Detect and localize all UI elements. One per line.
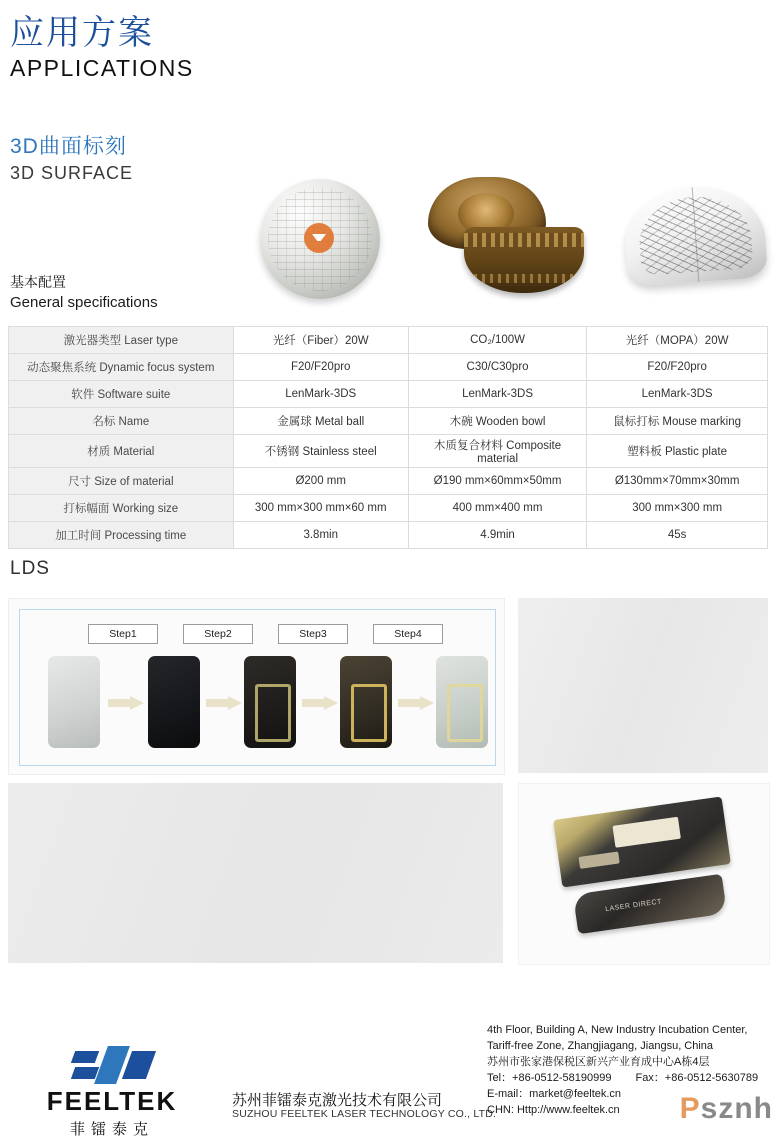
table-row [9, 381, 768, 408]
phone-stage-4 [340, 656, 392, 748]
cell-col1: F20/F20pro [233, 354, 408, 381]
row-header: 激光器类型 Laser type [9, 327, 234, 354]
company-name-en: SUZHOU FEELTEK LASER TECHNOLOGY CO., LTD. [232, 1108, 497, 1120]
table-row [9, 408, 768, 435]
metal-ball-photo [260, 179, 380, 299]
antenna-part-secondary [573, 874, 727, 934]
bowl-base [464, 227, 584, 293]
cell-col2: 4.9min [408, 522, 586, 549]
antenna-trace [447, 684, 483, 742]
watermark-initial: P [679, 1092, 701, 1125]
antenna-part-main [553, 797, 731, 888]
cell-col1: 3.8min [233, 522, 408, 549]
logo-shape-1 [71, 1051, 99, 1063]
page-title-en: APPLICATIONS [10, 55, 194, 82]
table-row [9, 468, 768, 495]
cell-col1: 光纤（Fiber）20W [233, 327, 408, 354]
section-title [10, 130, 133, 184]
antenna-cutout [612, 817, 680, 848]
cell-col3: 塑料板 Plastic plate [587, 435, 768, 468]
website[interactable]: CHN: Http://www.feeltek.cn [487, 1104, 620, 1116]
lds-section-title: LDS [10, 558, 50, 579]
cell-col2: C30/C30pro [408, 354, 586, 381]
cell-col2: 木碗 Wooden bowl [408, 408, 586, 435]
logo-wordmark-cn: 菲镭泰克 [69, 1121, 154, 1138]
step-label-3: Step3 [278, 624, 348, 644]
section-title-cn: 3D曲面标刻 [10, 135, 127, 158]
table-row [9, 522, 768, 549]
cell-col3: Ø130mm×70mm×30mm [587, 468, 768, 495]
ball-logo-icon [304, 223, 334, 253]
row-header: 材质 Material [9, 435, 234, 468]
cell-col3: 45s [587, 522, 768, 549]
table-row [9, 495, 768, 522]
cell-col3: LenMark-3DS [587, 381, 768, 408]
cell-col2: CO₂/100W [408, 327, 586, 354]
cell-col2: 木质复合材料 Composite material [408, 435, 586, 468]
phone-stage-5 [436, 656, 488, 748]
cell-col3: 300 mm×300 mm [587, 495, 768, 522]
cell-col1: LenMark-3DS [233, 381, 408, 408]
step-label-4: Step4 [373, 624, 443, 644]
lds-flow-box [19, 609, 496, 766]
general-specs-table [8, 326, 768, 549]
row-header: 尺寸 Size of material [9, 468, 234, 495]
cell-col2: 400 mm×400 mm [408, 495, 586, 522]
lds-process-panel [8, 598, 505, 775]
antenna-caption: LASER DIRECT [604, 898, 663, 914]
general-specs-title-cn: 基本配置 [10, 274, 66, 290]
row-header: 软件 Software suite [9, 381, 234, 408]
bowl-band-lower [474, 274, 574, 283]
company-logo [22, 1046, 202, 1139]
cell-col3: 光纤（MOPA）20W [587, 327, 768, 354]
lds-blank-top-right [518, 598, 768, 773]
table-row [9, 435, 768, 468]
address-line-2: Tariff-free Zone, Zhangjiagang, Jiangsu, China [487, 1040, 714, 1052]
step-label-1: Step1 [88, 624, 158, 644]
phone-stage-2 [148, 656, 200, 748]
logo-wordmark: FEELTEK [46, 1086, 178, 1116]
general-specs-title-en: General specifications [10, 294, 158, 311]
flow-arrow-2 [206, 696, 242, 710]
phone-stage-1 [48, 656, 100, 748]
cell-col1: Ø200 mm [233, 468, 408, 495]
tel-fax-row [487, 1070, 777, 1086]
antenna-trace [255, 684, 291, 742]
row-header: 加工时间 Processing time [9, 522, 234, 549]
cell-col3: F20/F20pro [587, 354, 768, 381]
email[interactable]: E-mail：market@feeltek.cn [487, 1088, 622, 1100]
general-specs-title [10, 272, 158, 311]
feeltek-logo-icon [73, 1046, 151, 1084]
table-row [9, 327, 768, 354]
phone-stage-3 [244, 656, 296, 748]
cell-col3: 鼠标打标 Mouse marking [587, 408, 768, 435]
telephone: Tel：+86-0512-58190999 [487, 1072, 612, 1084]
step-label-2: Step2 [183, 624, 253, 644]
page-header [10, 14, 194, 82]
table-row [9, 354, 768, 381]
product-photo-row [240, 175, 770, 310]
cell-col2: LenMark-3DS [408, 381, 586, 408]
logo-shape-2 [71, 1067, 99, 1079]
flow-arrow-3 [302, 696, 338, 710]
section-title-en: 3D SURFACE [10, 163, 134, 183]
address-line-cn: 苏州市张家港保税区新兴产业育成中心A栋4层 [487, 1056, 710, 1068]
lds-blank-bottom-left [8, 783, 503, 963]
watermark-text: sznh [700, 1092, 773, 1125]
mouse-shell-photo [622, 182, 768, 287]
row-header: 名标 Name [9, 408, 234, 435]
antenna-trace [351, 684, 387, 742]
cell-col2: Ø190 mm×60mm×50mm [408, 468, 586, 495]
bowl-band-upper [464, 233, 584, 247]
logo-shape-4 [122, 1051, 156, 1079]
flow-arrow-4 [398, 696, 434, 710]
fax: Fax：+86-0512-5630789 [635, 1072, 759, 1084]
cell-col1: 不锈钢 Stainless steel [233, 435, 408, 468]
company-name-cn: 苏州菲镭泰克激光技术有限公司 [232, 1092, 443, 1109]
address-line-1: 4th Floor, Building A, New Industry Incubation Center, [487, 1024, 748, 1036]
cell-col1: 金属球 Metal ball [233, 408, 408, 435]
antenna-cutout-secondary [578, 851, 619, 868]
watermark [680, 1092, 773, 1126]
wooden-bowl-photo [420, 175, 595, 300]
row-header: 动态聚焦系统 Dynamic focus system [9, 354, 234, 381]
row-header: 打标幅面 Working size [9, 495, 234, 522]
lds-antenna-panel [518, 783, 770, 965]
page-title-cn: 应用方案 [10, 14, 154, 52]
flow-arrow-1 [108, 696, 144, 710]
cell-col1: 300 mm×300 mm×60 mm [233, 495, 408, 522]
